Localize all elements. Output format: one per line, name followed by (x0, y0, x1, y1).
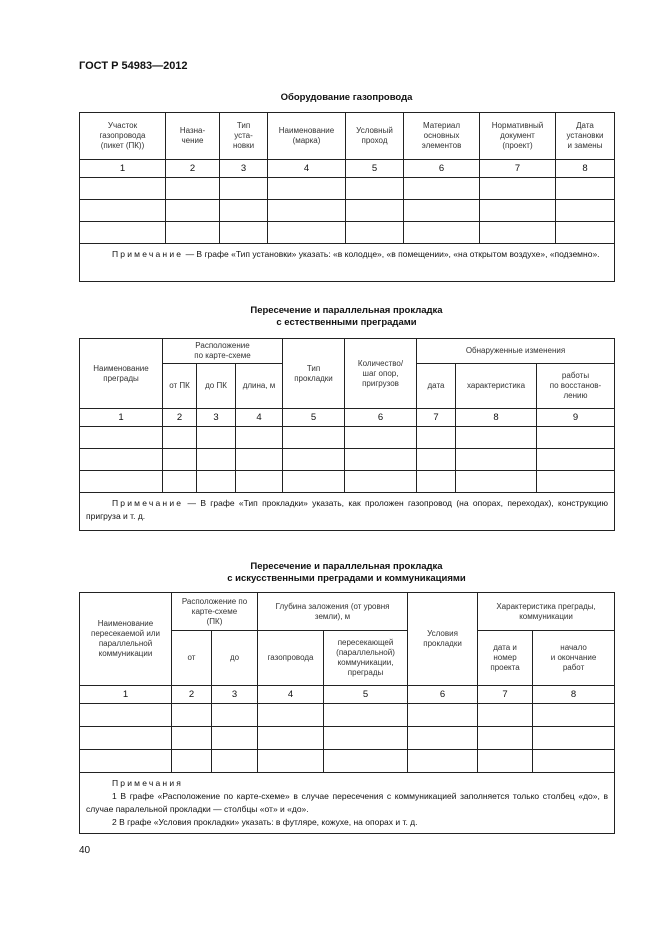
table-cell[interactable] (456, 427, 537, 449)
col-header: Условный проход (346, 113, 404, 160)
number-row (80, 160, 615, 178)
table-cell[interactable] (283, 471, 345, 493)
table-cell[interactable] (480, 200, 556, 222)
table-note (80, 244, 615, 282)
table-cell[interactable] (456, 449, 537, 471)
empty-row (80, 200, 615, 222)
table-cell[interactable] (478, 750, 533, 773)
number-row (80, 409, 615, 427)
table-title-natural-obstacles: Пересечение и параллельная прокладка с естественными преградами (250, 305, 443, 328)
table-cell[interactable] (537, 427, 615, 449)
table-cell[interactable] (346, 178, 404, 200)
table-cell[interactable] (556, 200, 615, 222)
col-header: Условия прокладки (408, 593, 478, 686)
col-header: дата (417, 364, 456, 409)
col-header: Нормативный документ (проект) (480, 113, 556, 160)
col-number: 2 (166, 160, 220, 178)
table-cell[interactable] (324, 704, 408, 727)
table-cell[interactable] (172, 727, 212, 750)
col-header: от (172, 631, 212, 686)
note-row (80, 773, 615, 834)
table-cell[interactable] (163, 471, 197, 493)
table-cell[interactable] (166, 200, 220, 222)
header-row (80, 113, 615, 160)
table-cell[interactable] (480, 222, 556, 244)
table-cell[interactable] (80, 704, 172, 727)
note-label: Примечание (112, 249, 184, 259)
natural-obstacles-table (79, 338, 615, 531)
table-cell[interactable] (537, 449, 615, 471)
col-header-group: Расположение по карте-схеме (163, 339, 283, 364)
empty-row (80, 704, 615, 727)
table-title-equipment: Оборудование газопровода (280, 92, 413, 103)
col-header: до ПК (197, 364, 236, 409)
col-number: 2 (172, 686, 212, 704)
note-2: 2 В графе «Условия прокладки» указать: в футляре, кожухе, на опорах и т. д. (112, 817, 418, 827)
col-number: 5 (324, 686, 408, 704)
table-cell[interactable] (220, 222, 268, 244)
col-header: характеристика (456, 364, 537, 409)
table-cell[interactable] (268, 200, 346, 222)
note-row (80, 493, 615, 531)
note-label: Примечание (112, 498, 184, 508)
equipment-table (79, 112, 615, 282)
table-cell[interactable] (197, 449, 236, 471)
table-cell[interactable] (258, 727, 324, 750)
col-header: Количество/ шаг опор, пригрузов (345, 339, 417, 409)
table-cell[interactable] (172, 750, 212, 773)
table-cell[interactable] (478, 704, 533, 727)
col-number: 4 (268, 160, 346, 178)
header-row-1 (80, 593, 615, 631)
page-number: 40 (79, 845, 91, 856)
col-header: Наименование пересекаемой или параллельной коммуникации (80, 593, 172, 686)
table-cell[interactable] (212, 750, 258, 773)
table-cell[interactable] (220, 178, 268, 200)
col-header: пересекающей (параллельной) коммуникации, преграды (324, 631, 408, 686)
col-header-group: Обнаруженные изменения (417, 339, 615, 364)
table-cell[interactable] (268, 178, 346, 200)
table-cell[interactable] (212, 727, 258, 750)
table-cell[interactable] (408, 727, 478, 750)
table-cell[interactable] (236, 471, 283, 493)
table-cell[interactable] (408, 750, 478, 773)
note-row (80, 244, 615, 282)
empty-row (80, 471, 615, 493)
table-cell[interactable] (80, 222, 166, 244)
col-header: длина, м (236, 364, 283, 409)
table-cell[interactable] (417, 427, 456, 449)
table-cell[interactable] (283, 427, 345, 449)
col-header: Тип уста- новки (220, 113, 268, 160)
table-cell[interactable] (556, 222, 615, 244)
table-cell[interactable] (417, 449, 456, 471)
col-number: 1 (80, 160, 166, 178)
col-header: Наименование преграды (80, 339, 163, 409)
col-header: работы по восстанов- лению (537, 364, 615, 409)
col-number: 3 (212, 686, 258, 704)
col-number: 8 (456, 409, 537, 427)
table-cell[interactable] (80, 471, 163, 493)
table-cell[interactable] (236, 449, 283, 471)
table-cell[interactable] (533, 704, 615, 727)
table-cell[interactable] (258, 704, 324, 727)
col-header: Тип прокладки (283, 339, 345, 409)
empty-row (80, 178, 615, 200)
table-cell[interactable] (408, 704, 478, 727)
col-header: до (212, 631, 258, 686)
empty-row (80, 427, 615, 449)
col-number: 9 (537, 409, 615, 427)
col-number: 8 (556, 160, 615, 178)
table-cell[interactable] (404, 222, 480, 244)
col-number: 5 (283, 409, 345, 427)
table-cell[interactable] (480, 178, 556, 200)
table-cell[interactable] (404, 200, 480, 222)
col-header: Материал основных элементов (404, 113, 480, 160)
col-header-group: Расположение по карте-схеме (ПК) (172, 593, 258, 631)
table-cell[interactable] (533, 727, 615, 750)
table-cell[interactable] (283, 449, 345, 471)
table-cell[interactable] (80, 200, 166, 222)
table-cell[interactable] (456, 471, 537, 493)
empty-row (80, 750, 615, 773)
table-cell[interactable] (258, 750, 324, 773)
col-header: Дата установки и замены (556, 113, 615, 160)
table-cell[interactable] (556, 178, 615, 200)
table-cell[interactable] (80, 178, 166, 200)
header-row-1 (80, 339, 615, 364)
col-header-group: Глубина заложения (от уровня земли), м (258, 593, 408, 631)
note-1: 1 В графе «Расположение по карте-схеме» в случае пересечения с коммуникацией заполняется только столбец «до», в случае паралельной прокладки — столбцы «от» и «до». (86, 791, 609, 814)
table-cell[interactable] (163, 427, 197, 449)
col-header: дата и номер проекта (478, 631, 533, 686)
col-number: 3 (197, 409, 236, 427)
col-number: 2 (163, 409, 197, 427)
col-header: Наименование (марка) (268, 113, 346, 160)
table-cell[interactable] (80, 727, 172, 750)
table-cell[interactable] (197, 427, 236, 449)
table-cell[interactable] (478, 727, 533, 750)
col-header: Назна- чение (166, 113, 220, 160)
table-notes (80, 773, 615, 834)
table-cell[interactable] (80, 427, 163, 449)
table-cell[interactable] (324, 727, 408, 750)
table-cell[interactable] (345, 427, 417, 449)
table-cell[interactable] (220, 200, 268, 222)
notes-label: Примечания (112, 778, 184, 788)
table-cell[interactable] (533, 750, 615, 773)
col-header: от ПК (163, 364, 197, 409)
table-cell[interactable] (404, 178, 480, 200)
table-cell[interactable] (236, 427, 283, 449)
table-cell[interactable] (163, 449, 197, 471)
table-cell[interactable] (80, 750, 172, 773)
table-cell[interactable] (212, 704, 258, 727)
table-cell[interactable] (324, 750, 408, 773)
col-number: 4 (236, 409, 283, 427)
note-text: — В графе «Тип прокладки» указать, как проложен газопровод (на опорах, переходах), конструкцию пригруза и т. д. (86, 498, 609, 521)
number-row (80, 686, 615, 704)
table-cell[interactable] (537, 471, 615, 493)
col-header-group: Характеристика преграды, коммуникации (478, 593, 615, 631)
col-number: 1 (80, 686, 172, 704)
col-number: 3 (220, 160, 268, 178)
col-number: 7 (478, 686, 533, 704)
artificial-obstacles-table (79, 592, 615, 834)
table-cell[interactable] (166, 178, 220, 200)
table-title-artificial-obstacles: Пересечение и параллельная прокладка с искусственными преградами и коммуникациями (227, 561, 466, 584)
table-cell[interactable] (345, 471, 417, 493)
col-number: 6 (345, 409, 417, 427)
table-cell[interactable] (345, 449, 417, 471)
col-number: 8 (533, 686, 615, 704)
table-cell[interactable] (268, 222, 346, 244)
table-cell[interactable] (346, 200, 404, 222)
table-cell[interactable] (172, 704, 212, 727)
note-text: — В графе «Тип установки» указать: «в колодце», «в помещении», «на открытом воздухе», «подземно». (183, 249, 600, 259)
table-cell[interactable] (417, 471, 456, 493)
col-number: 6 (404, 160, 480, 178)
col-header: Участок газопровода (пикет (ПК)) (80, 113, 166, 160)
empty-row (80, 727, 615, 750)
col-number: 6 (408, 686, 478, 704)
col-number: 7 (480, 160, 556, 178)
table-cell[interactable] (80, 449, 163, 471)
empty-row (80, 449, 615, 471)
col-number: 5 (346, 160, 404, 178)
table-cell[interactable] (197, 471, 236, 493)
col-number: 7 (417, 409, 456, 427)
table-note (80, 493, 615, 531)
table-cell[interactable] (166, 222, 220, 244)
col-number: 1 (80, 409, 163, 427)
document-code: ГОСТ Р 54983—2012 (79, 60, 188, 72)
col-header: газопровода (258, 631, 324, 686)
col-number: 4 (258, 686, 324, 704)
empty-row (80, 222, 615, 244)
table-cell[interactable] (346, 222, 404, 244)
col-header: начало и окончание работ (533, 631, 615, 686)
